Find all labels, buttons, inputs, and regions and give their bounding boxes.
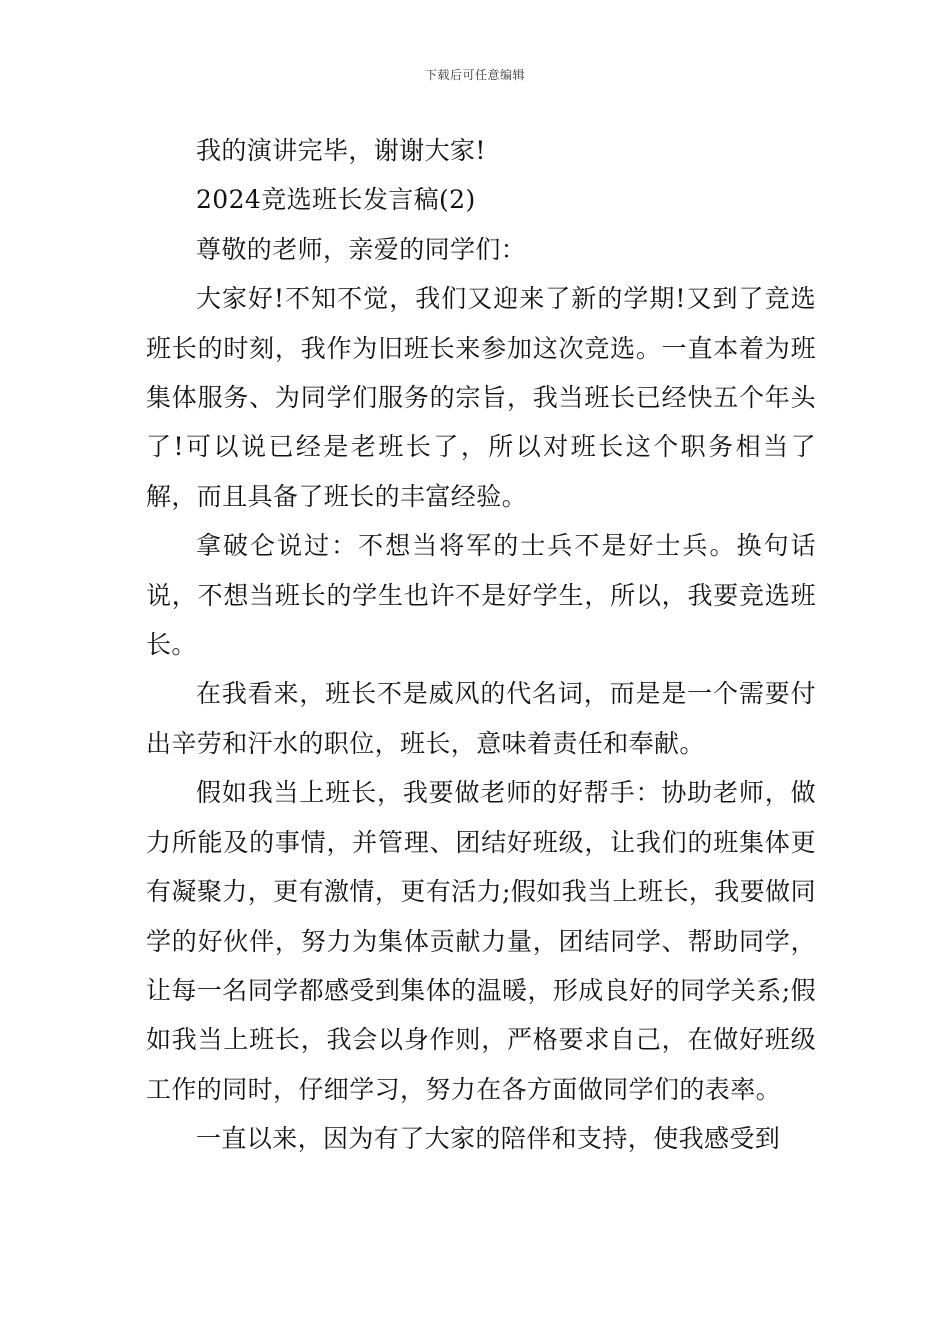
paragraph-closing: 我的演讲完毕，谢谢大家! — [196, 136, 486, 165]
paragraph-promises: 假如我当上班长，我要做老师的好帮手：协助老师，做力所能及的事情，并管理、团结好班级，让我们的班集体更有凝聚力，更有激情，更有活力;假如我当上班长，我要做同学的好伙伴，努力为集体贡献力量，团结同学、帮助同学，让每一名同学都感受到集体的温暖，形成良好的同学关系;假如我当上班长，我会以身作则，严格要求自己，在做好班级工作的同时，仔细学习，努力在各方面做同学们的表率。 — [146, 778, 816, 1104]
salutation: 尊敬的老师，亲爱的同学们： — [196, 234, 527, 264]
paragraph-continuation: 一直以来，因为有了大家的陪伴和支持，使我感受到 — [196, 1124, 781, 1154]
document-body — [146, 126, 816, 1164]
paragraph-intro: 大家好!不知不觉，我们又迎来了新的学期!又到了竞选班长的时刻，我作为旧班长来参加这次竞选。一直本着为班集体服务、为同学们服务的宗旨，我当班长已经快五个年头了!可以说已经是老班长了，所以对班长这个职务相当了解，而且具备了班长的丰富经验。 — [146, 284, 816, 511]
paragraph-responsibility: 在我看来，班长不是威风的代名词，而是是一个需要付出辛劳和汗水的职位，班长，意味着责任和奉献。 — [146, 679, 816, 758]
page-header: 下载后可任意编辑 — [424, 68, 525, 82]
paragraph-napoleon: 拿破仑说过：不想当将军的士兵不是好士兵。换句话说，不想当班长的学生也许不是好学生，所以，我要竞选班长。 — [146, 531, 816, 660]
speech-title: 2024竞选班长发言稿(2) — [196, 185, 476, 215]
